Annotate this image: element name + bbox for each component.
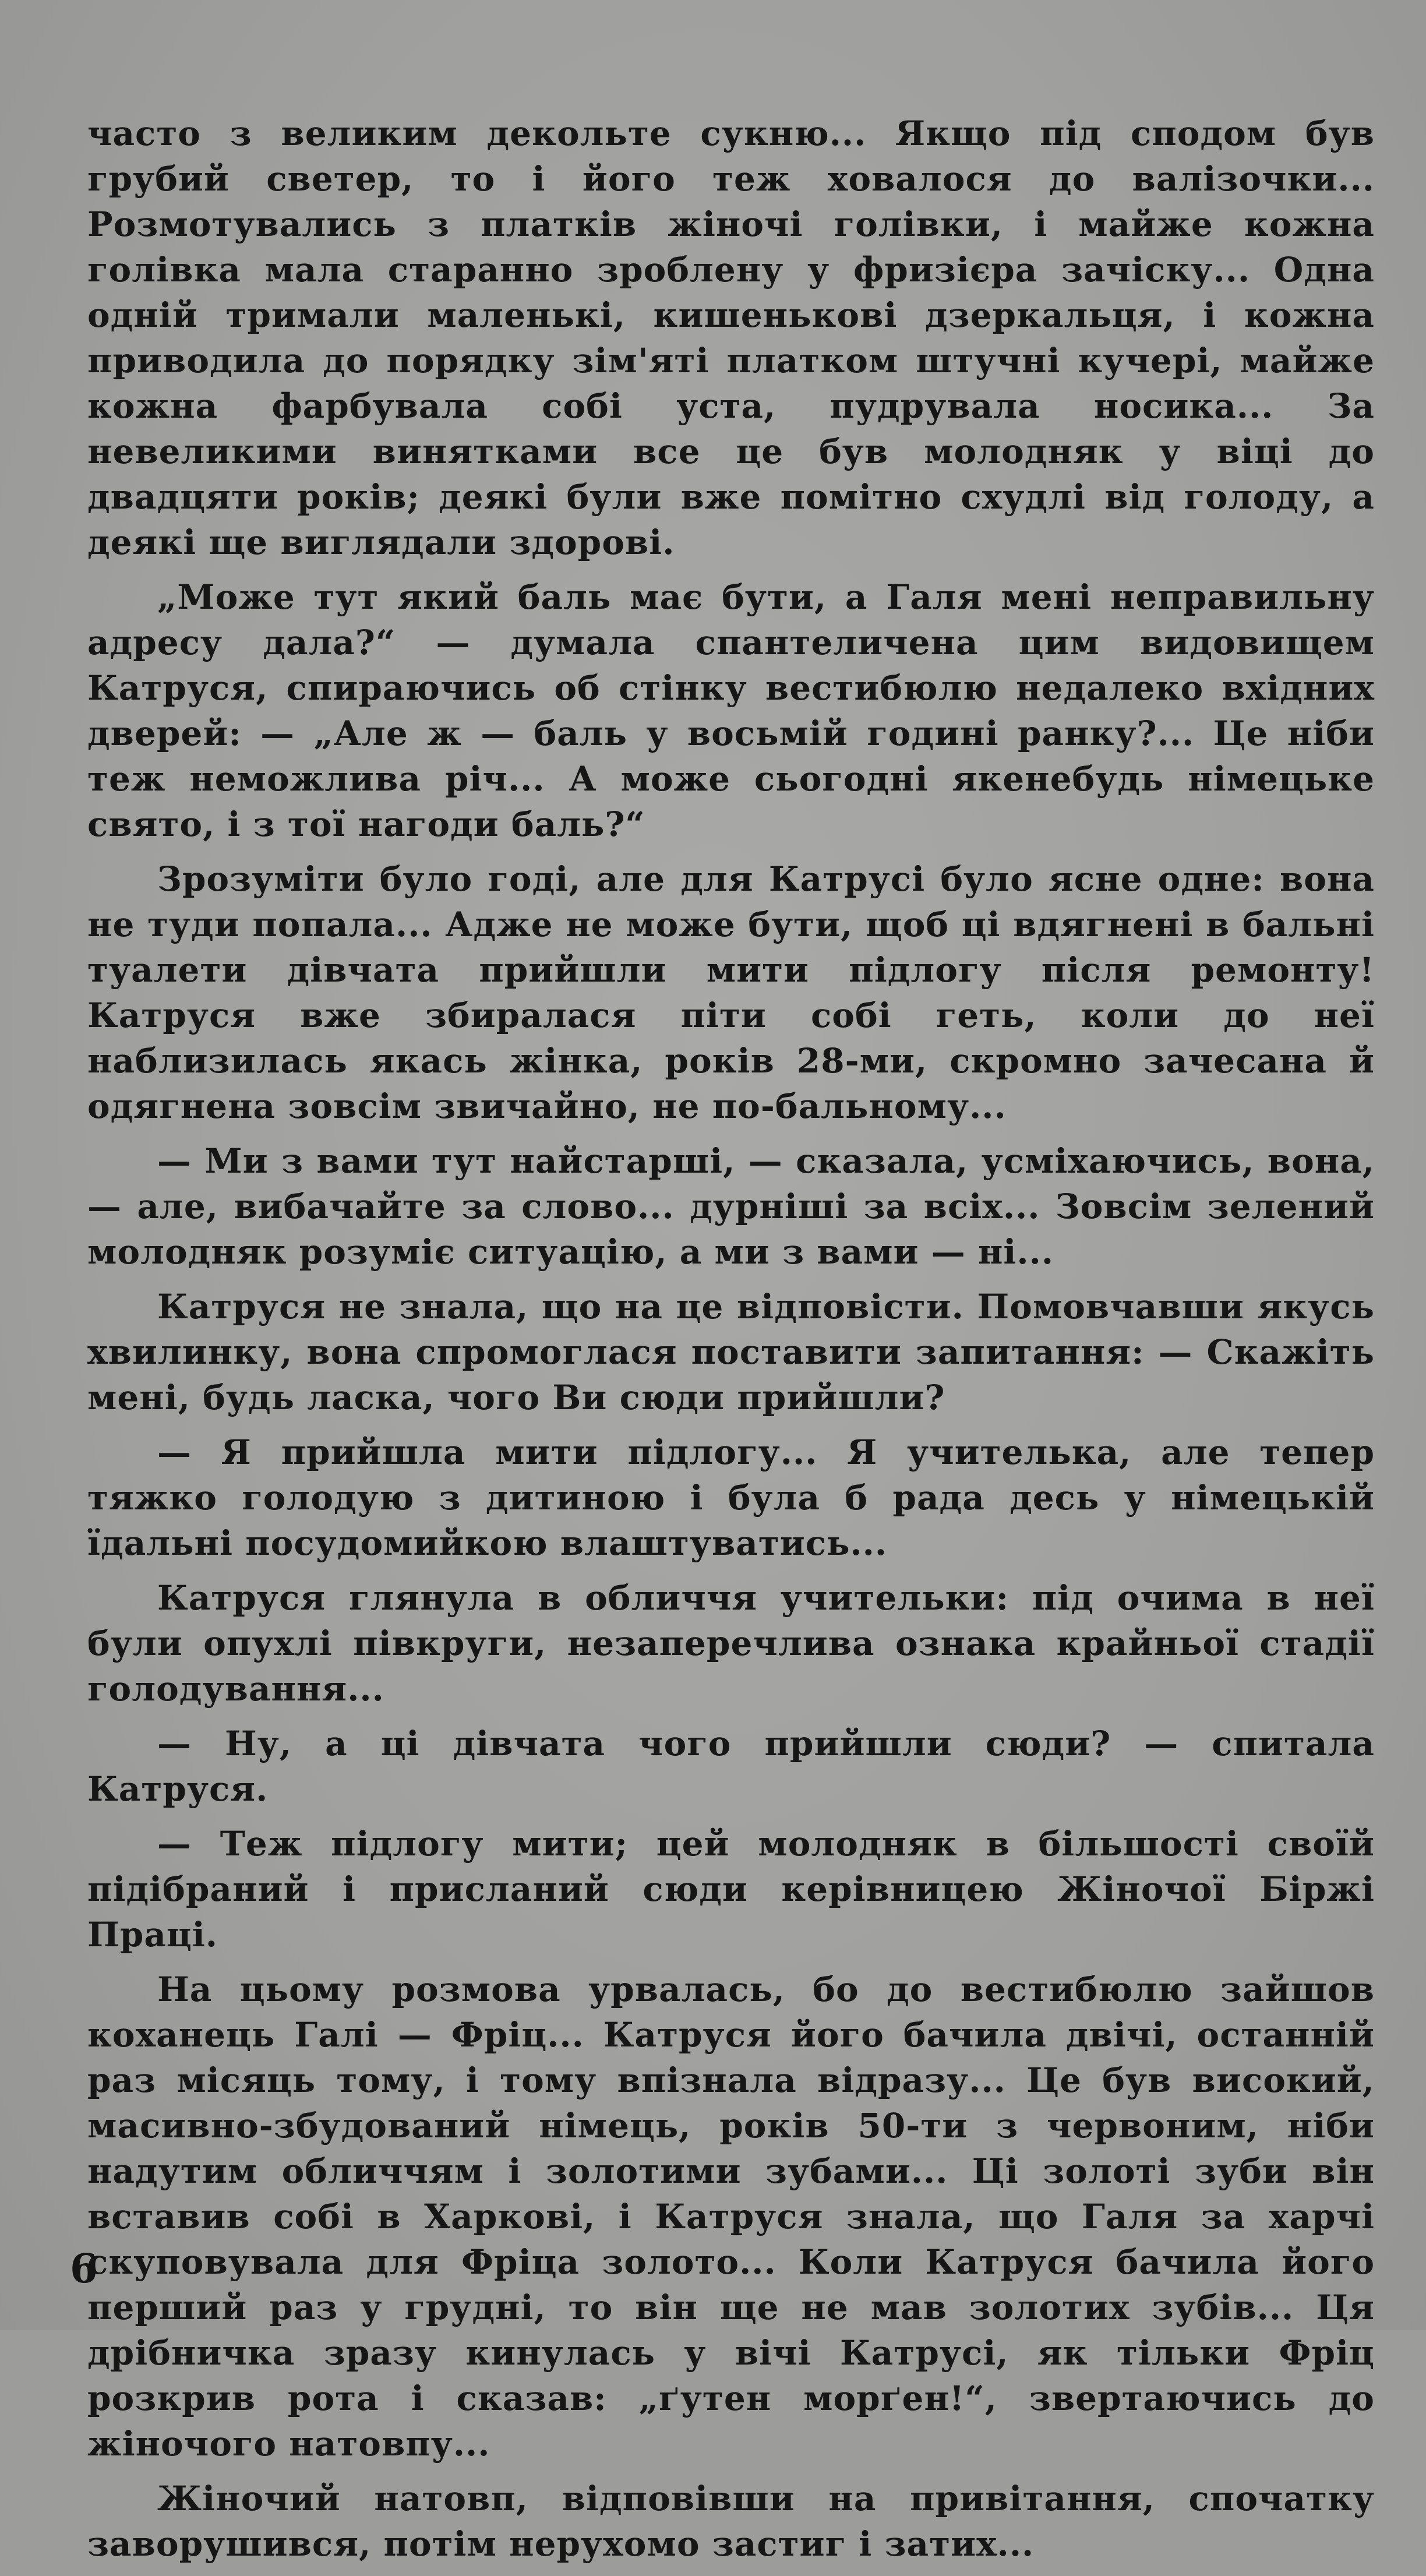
paragraph: На цьому розмова урвалась, бо до вестибюлю зайшов коханець Галі — Фріц... Катруся його бачила двічі, останній раз місяць тому, і тому впізнала відразу... Це був високий, масивно-збудований німець, років 50-ти з червоним, ніби надутим обличчям і золотими зубами... Ці золоті зуби він вставив собі в Харкові, і Катруся знала, що Галя за харчі скуповувала для Фріца золото... Коли Катруся бачила його перший раз у грудні, то він ще не мав золотих зубів... Ця дрібничка зразу кинулась у вічі Катрусі, як тільки Фріц розкрив рота і сказав: „ґутен морґен!“, звертаючись до жіночого натовпу... <box>87 1970 1375 2464</box>
paragraph: часто з великим декольте сукню... Якщо під сподом був грубий светер, то і його теж ховалося до валізочки... Розмотувались з платків жіночі голівки, і майже кожна голівка мала старанно зроблену у фризієра зачіску... Одна одній тримали маленькі, кишенькові дзеркальця, і кожна приводила до порядку зім'яті платком штучні кучері, майже кожна фарбувала собі уста, пудрувала носика... За невеликими винятками все це був молодняк у віці до двадцяти років; деякі були вже помітно схудлі від голоду, а деякі ще виглядали здорові. <box>87 114 1375 562</box>
paragraph: Жіночий натовп, відповівши на привітання, спочатку заворушився, потім нерухомо застиг і затих... <box>87 2479 1375 2564</box>
paragraph: — Я прийшла мити підлогу... Я учителька, але тепер тяжко голодую з дитиною і була б рада десь у німецькій їдальні посудомийкою влаштуватись... <box>87 1432 1375 1563</box>
paragraph: Зрозуміти було годі, але для Катрусі було ясне одне: вона не туди попала... Адже не може бути, щоб ці вдягнені в бальні туалети дівчата прийшли мити підлогу після ремонту! Катруся вже збиралася піти собі геть, коли до неї наблизилась якась жінка, років 28-ми, скромно зачесана й одягнена зовсім звичайно, не по-бальному... <box>87 859 1375 1126</box>
paragraph: Катруся не знала, що на це відповісти. Помовчавши якусь хвилинку, вона спромоглася поставити запитання: — Скажіть мені, будь ласка, чого Ви сюди прийшли? <box>87 1287 1375 1417</box>
paragraph: — Теж підлогу мити; цей молодняк в більшості своїй підібраний і присланий сюди керівницею Жіночої Біржі Праці. <box>87 1824 1375 1954</box>
paragraph: „Може тут який баль має бути, а Галя мені неправильну адресу дала?“ — думала спантеличена цим видовищем Катруся, спираючись об стінку вестибюлю недалеко вхідних дверей: — „Але ж — баль у восьмій годині ранку?... Це ніби теж неможлива річ... А може сьогодні якенебудь німецьке свято, і з тої нагоди баль?“ <box>87 577 1375 844</box>
paragraph: Катруся глянула в обличчя учительки: під очима в неї були опухлі півкруги, незаперечлива ознака крайньої стадії голодування... <box>87 1578 1375 1709</box>
paragraph: — Ну, а ці дівчата чого прийшли сюди? — спитала Катруся. <box>87 1724 1375 1809</box>
body-text <box>87 111 1375 2576</box>
paragraph: — Ми з вами тут найстарші, — сказала, усміхаючись, вона, — але, вибачайте за слово... дурніші за всіх... Зовсім зелений молодняк розуміє ситуацію, а ми з вами — ні... <box>87 1141 1375 1272</box>
page-number: 6 <box>70 2246 98 2292</box>
